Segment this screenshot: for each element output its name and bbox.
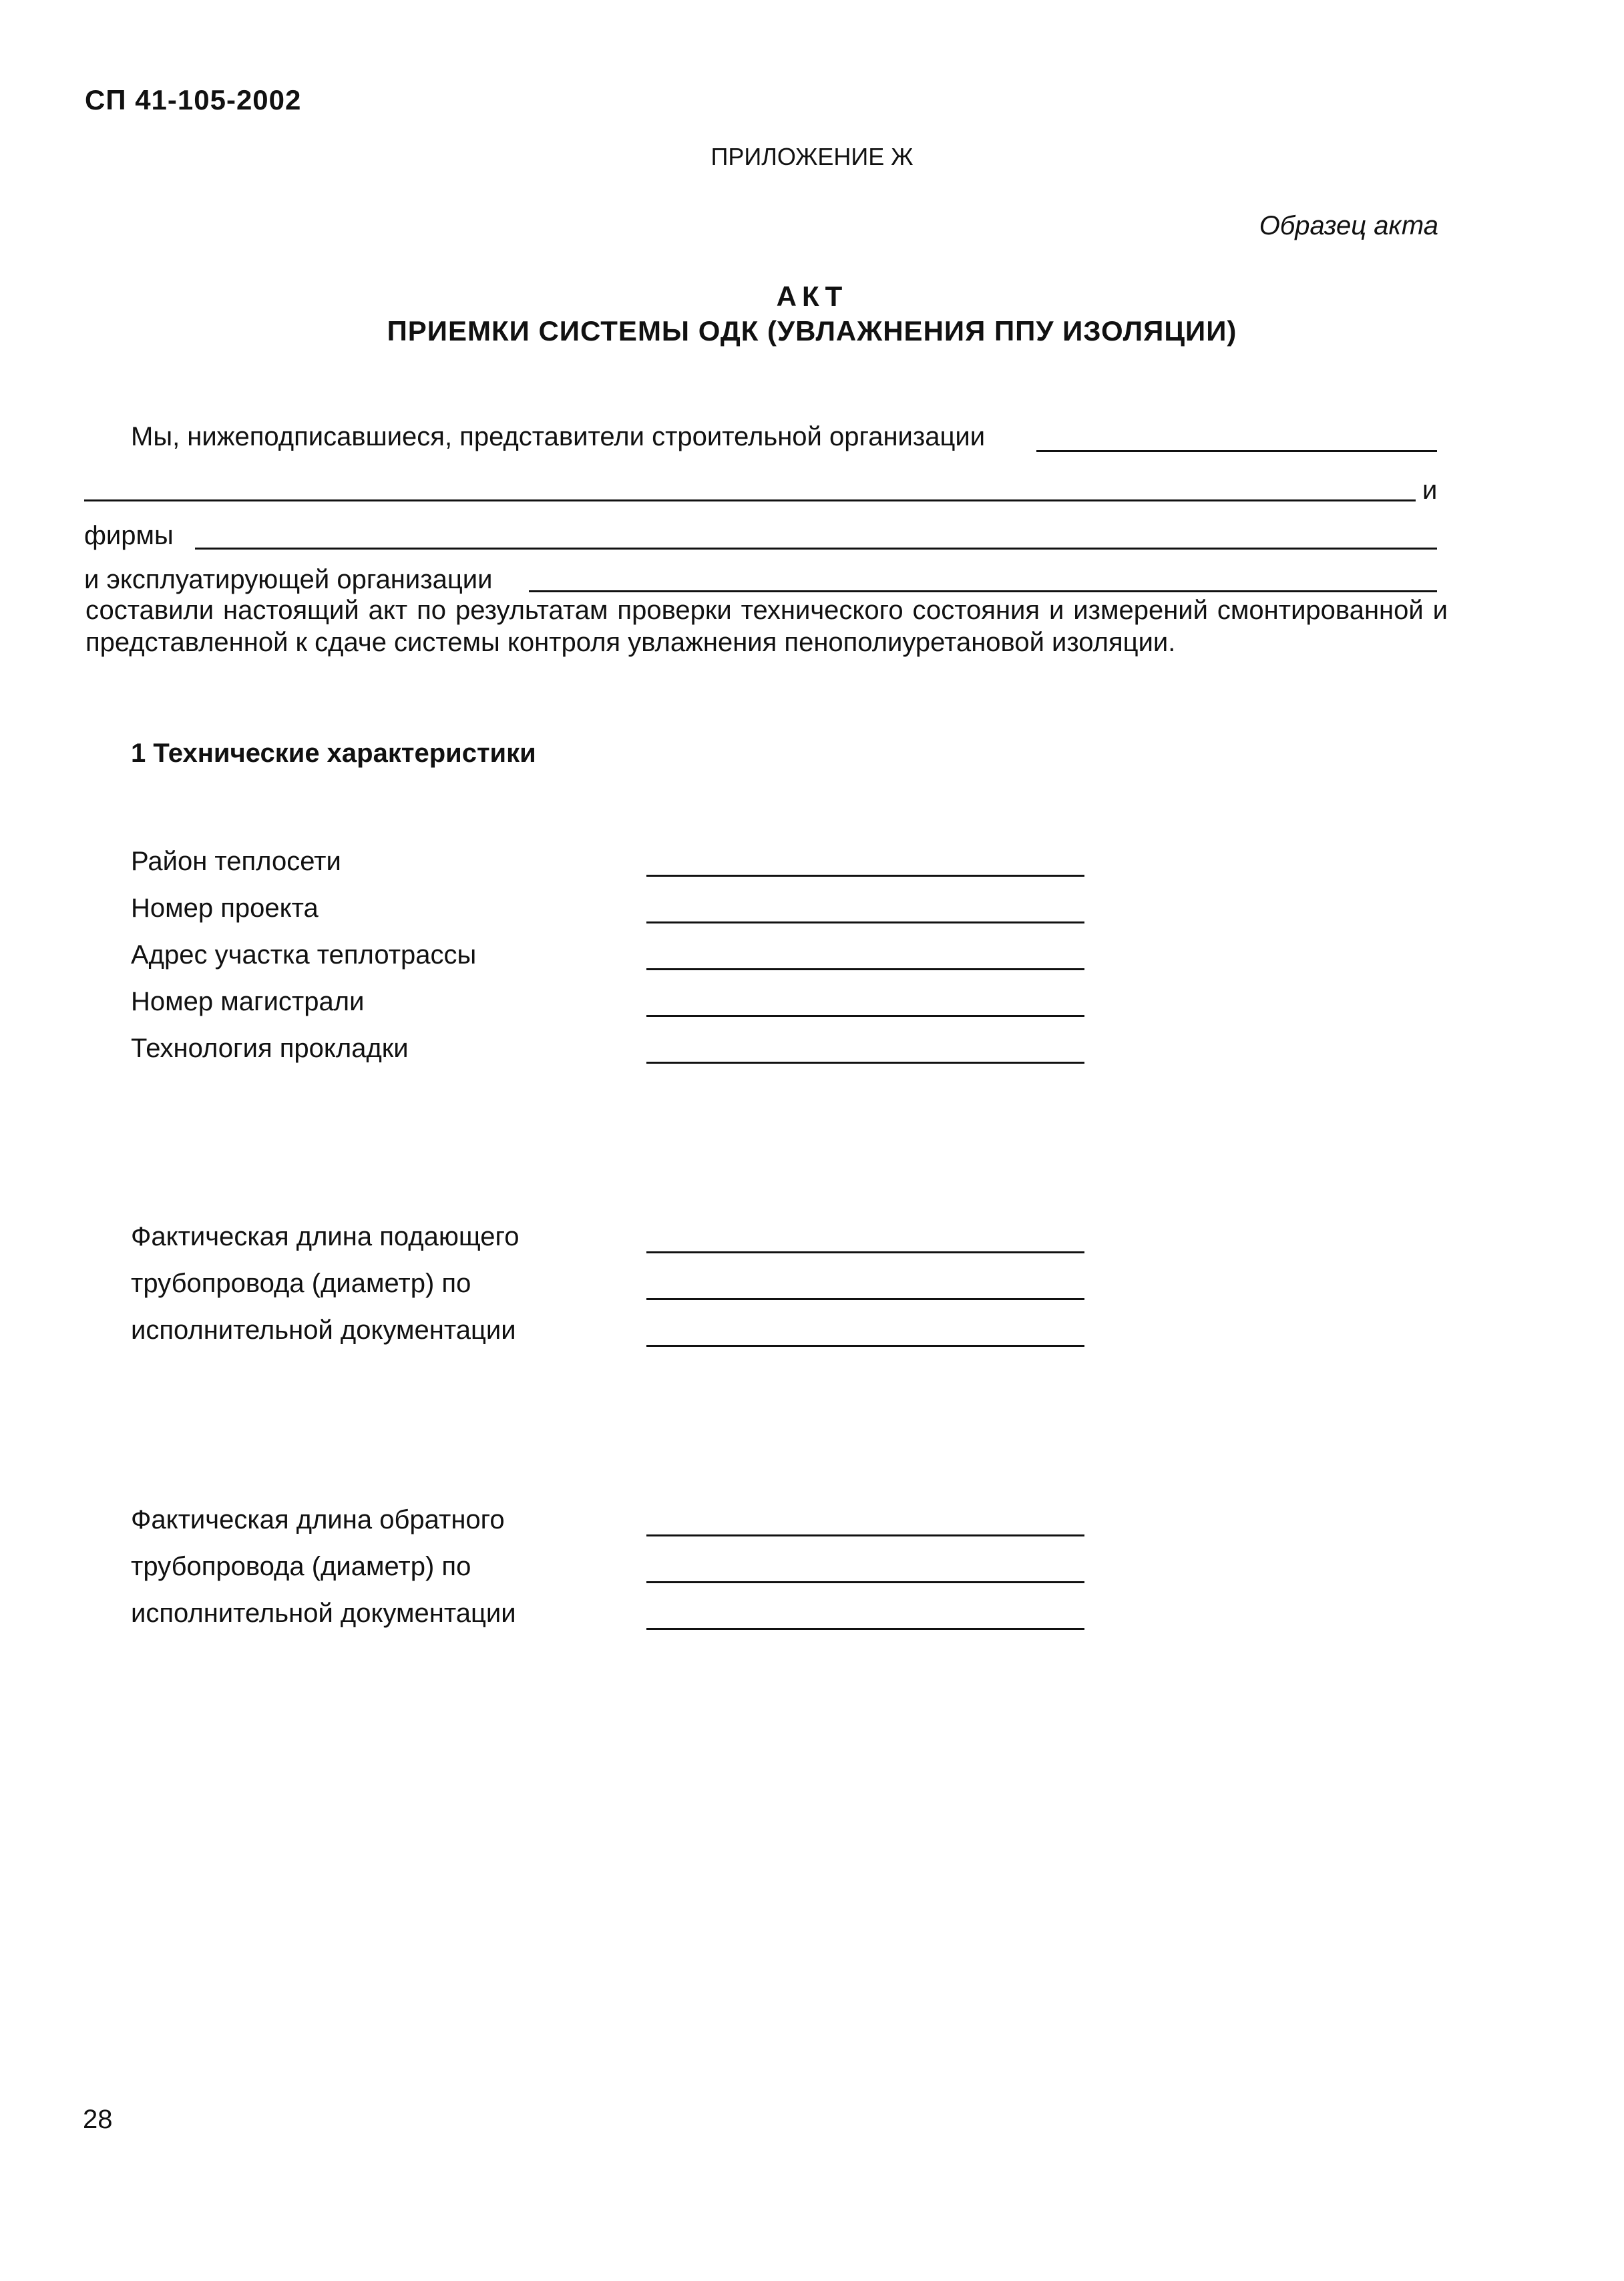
supply-blank-3 xyxy=(646,1345,1084,1347)
operator-label: и эксплуатирующей организации xyxy=(84,565,493,594)
field-blank-main-number xyxy=(646,1015,1084,1017)
return-label-2: трубопровода (диаметр) по xyxy=(131,1552,471,1581)
appendix-label: ПРИЛОЖЕНИЕ Ж xyxy=(710,143,914,170)
field-label-district: Район теплосети xyxy=(131,847,341,876)
and-word: и xyxy=(1422,475,1438,505)
return-blank-1 xyxy=(646,1534,1084,1536)
intro-line-1: Мы, нижеподписавшиеся, представители строительной организации xyxy=(131,422,986,451)
return-label-1: Фактическая длина обратного xyxy=(131,1505,505,1534)
construction-org-blank-2 xyxy=(84,499,1416,501)
section-1-title: 1 Технические характеристики xyxy=(131,739,536,768)
sample-label: Образец акта xyxy=(1259,211,1438,240)
field-blank-district xyxy=(646,875,1084,877)
document-code: СП 41-105-2002 xyxy=(85,84,302,116)
supply-label-3: исполнительной документации xyxy=(131,1315,516,1345)
firm-label: фирмы xyxy=(84,521,174,550)
act-subtitle: ПРИЕМКИ СИСТЕМЫ ОДК (УВЛАЖНЕНИЯ ППУ ИЗОЛЯЦИИ) xyxy=(387,315,1237,347)
field-label-section-address: Адрес участка теплотрассы xyxy=(131,940,477,970)
return-blank-3 xyxy=(646,1628,1084,1630)
supply-blank-1 xyxy=(646,1251,1084,1253)
field-label-laying-technology: Технология прокладки xyxy=(131,1034,409,1063)
supply-label-2: трубопровода (диаметр) по xyxy=(131,1269,471,1298)
field-blank-project-number xyxy=(646,921,1084,923)
field-label-project-number: Номер проекта xyxy=(131,893,319,923)
operator-blank xyxy=(529,590,1437,592)
intro-body: составили настоящий акт по результатам проверки технического состояния и измерений смонтированной и представленной к сдаче системы контроля увлажнения пенополиуретановой изоляции. xyxy=(85,596,1448,657)
field-blank-section-address xyxy=(646,968,1084,970)
page-number: 28 xyxy=(83,2105,113,2134)
return-blank-2 xyxy=(646,1581,1084,1583)
field-label-main-number: Номер магистрали xyxy=(131,987,365,1016)
supply-label-1: Фактическая длина подающего xyxy=(131,1222,520,1251)
return-label-3: исполнительной документации xyxy=(131,1599,516,1628)
act-title: АКТ xyxy=(776,280,848,312)
supply-blank-2 xyxy=(646,1298,1084,1300)
field-blank-laying-technology xyxy=(646,1062,1084,1064)
firm-blank xyxy=(195,548,1437,550)
construction-org-blank xyxy=(1036,450,1437,452)
